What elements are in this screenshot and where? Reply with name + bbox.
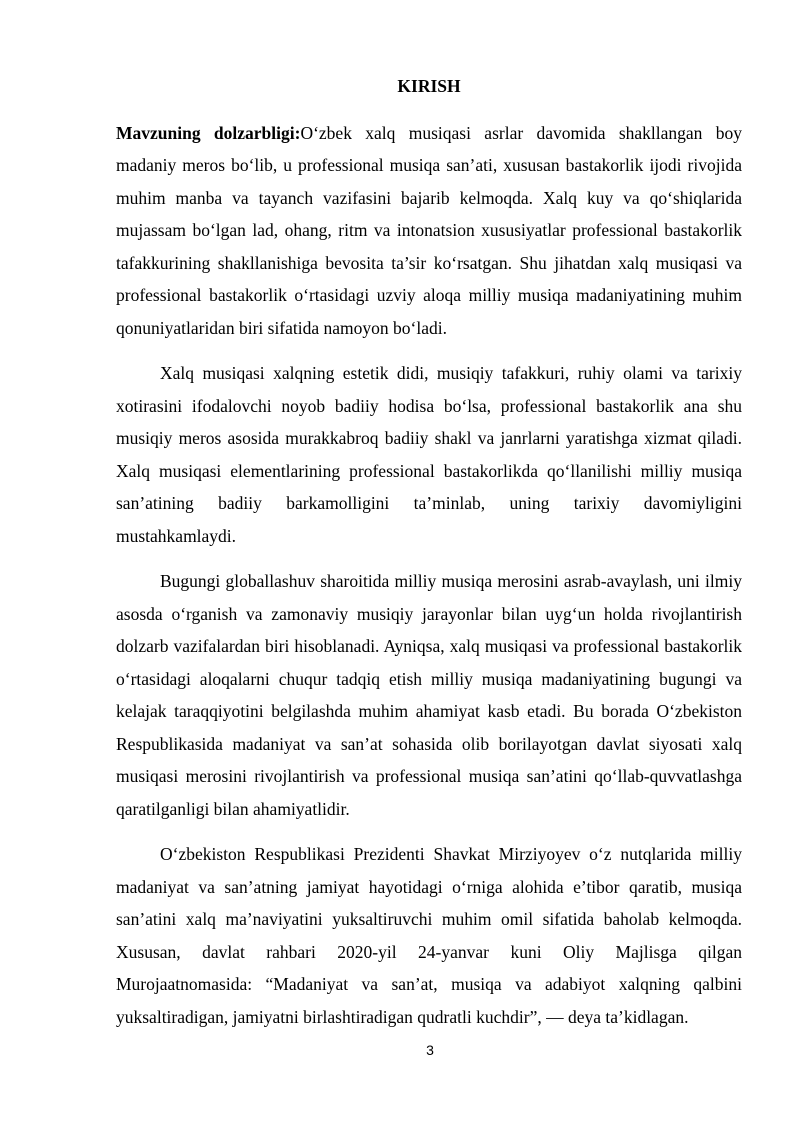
paragraph-text: O‘zbek xalq musiqasi asrlar davomida shakllangan boy madaniy meros bo‘lib, u professional musiqa san’ati, xususan bastakorlik ijodi rivojida muhim manba va tayanch vazifasini bajarib kelmoqda. Xalq kuy va qo‘shiqlarida mujassam bo‘lgan lad, ohang, ritm va intonatsion xususiyatlar professional bastakorlik tafakkurining shakllanishiga bevosita ta’sir ko‘rsatgan. Shu jihatdan xalq musiqasi va professional bastakorlik o‘rtasidagi uzviy aloqa milliy musiqa madaniyatining muhim qonuniyatlaridan biri sifatida namoyon bo‘ladi. <box>116 122 742 338</box>
paragraph-3: Bugungi globallashuv sharoitida milliy musiqa merosini asrab-avaylash, uni ilmiy asosda o‘rganish va zamonaviy musiqiy jarayonlar bilan uyg‘un holda rivojlantirish dolzarb vazifalardan biri hisoblanadi. Ayniqsa, xalq musiqasi va professional bastakorlik o‘rtasidagi aloqalarni chuqur tadqiq etish milliy musiqa madaniyatining bugungi va kelajak taraqqiyotini belgilashda muhim ahamiyat kasb etadi. Bu borada O‘zbekiston Respublikasida madaniyat va san’at sohasida olib borilayotgan davlat siyosati xalq musiqasi merosini rivojlantirish va professional musiqa san’atini qo‘llab-quvvatlashga qaratilganligi bilan ahamiyatlidir. <box>116 571 742 819</box>
paragraph-4: O‘zbekiston Respublikasi Prezidenti Shavkat Mirziyoyev o‘z nutqlarida milliy madaniyat va san’atning jamiyat hayotidagi o‘rniga alohida e’tibor qaratib, musiqa san’atini xalq ma’naviyatini yuksaltiruvchi muhim omil sifatida baholab kelmoqda. Xususan, davlat rahbari 2020-yil 24-yanvar kuni Oliy Majlisga qilgan Murojaatnomasida: “Madaniyat va san’at, musiqa va adabiyot xalqning qalbini yuksaltiradigan, jamiyatni birlashtiradigan qudratli kuchdir”, — deya ta’kidlagan. <box>116 844 742 1027</box>
page-number: 3 <box>426 1042 434 1058</box>
paragraph-1 <box>116 117 742 345</box>
paragraph-lead: Mavzuning dolzarbligi: <box>116 122 301 143</box>
page-title: KIRISH <box>397 76 461 96</box>
paragraph-2: Xalq musiqasi xalqning estetik didi, musiqiy tafakkuri, ruhiy olami va tarixiy xotirasini ifodalovchi noyob badiiy hodisa bo‘lsa, professional bastakorlik ana shu musiqiy meros asosida murakkabroq badiiy shakl va janrlarni yaratishga xizmat qiladi. Xalq musiqasi elementlarining professional bastakorlikda qo‘llanilishi milliy musiqa san’atining badiiy barkamolligini ta’minlab, uning tarixiy davomiyligini mustahkamlaydi. <box>116 363 742 546</box>
document-page <box>116 70 742 1046</box>
